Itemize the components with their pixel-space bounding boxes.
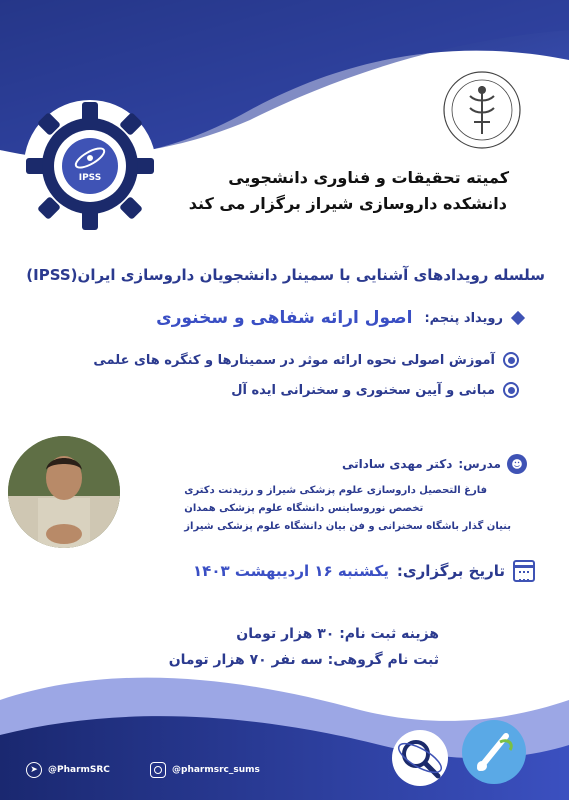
series-title: سلسله رویدادهای آشنایی با سمینار دانشجویان داروسازی ایران(IPSS) [26, 266, 545, 284]
bio-line: بنیان گذار باشگاه سخنرانی و فن بیان دانشگاه علوم پزشکی شیراز [184, 521, 511, 532]
group-registration-fee: ثبت نام گروهی: سه نفر ۷۰ هزار تومان [168, 652, 439, 668]
bio-line: تخصص نوروساینس دانشگاه علوم پزشکی همدان [184, 503, 424, 514]
list-item [93, 382, 519, 398]
teacher-name: دکتر مهدی ساداتی [341, 457, 453, 471]
list-item [93, 352, 519, 368]
telegram-icon: ➤ [26, 762, 42, 778]
organizer-line-1: کمیته تحقیقات و فناوری دانشجویی [228, 168, 509, 187]
research-emblem-icon [390, 728, 450, 788]
user-icon: ☻ [507, 454, 527, 474]
telegram-link[interactable] [26, 762, 110, 778]
pharmacy-emblem-icon [460, 718, 528, 786]
bullet-icon [503, 382, 519, 398]
organizer-line-2: دانشکده داروسازی شیراز برگزار می کند [188, 194, 507, 213]
date-label: تاریخ برگزاری: [396, 562, 505, 580]
instagram-link[interactable] [150, 762, 260, 778]
ipss-gear-logo [20, 96, 160, 236]
instagram-handle: @pharmsrc_sums [172, 765, 260, 775]
teacher-row [342, 454, 527, 474]
telegram-handle: @PharmSRC [48, 765, 110, 775]
event-title: اصول ارائه شفاهی و سخنوری [156, 308, 413, 328]
topic-list [93, 352, 519, 412]
event-row [156, 308, 523, 328]
gear-logo-text: IPSS [78, 173, 102, 183]
topic-text: مبانی و آیین سخنوری و سخنرانی ایده آل [231, 382, 495, 398]
diamond-icon [511, 311, 525, 325]
topic-text: آموزش اصولی نحوه ارائه موثر در سمینارها و کنگره های علمی [93, 352, 495, 368]
speaker-photo [8, 436, 120, 548]
bio-line: فارغ التحصیل داروسازی علوم پزشکی شیراز و رزیدنت دکتری [184, 485, 488, 496]
calendar-icon [513, 560, 535, 582]
teacher-label: مدرس: [458, 457, 501, 471]
registration-fee: هزینه ثبت نام: ۳۰ هزار تومان [236, 626, 439, 642]
date-row [193, 560, 535, 582]
instagram-icon [150, 762, 166, 778]
event-label: رویداد پنجم: [424, 310, 503, 326]
date-value: یکشنبه ۱۶ اردیبهشت ۱۴۰۳ [193, 562, 389, 580]
teacher-bio [184, 482, 511, 536]
university-logo [440, 68, 524, 152]
bullet-icon [503, 352, 519, 368]
